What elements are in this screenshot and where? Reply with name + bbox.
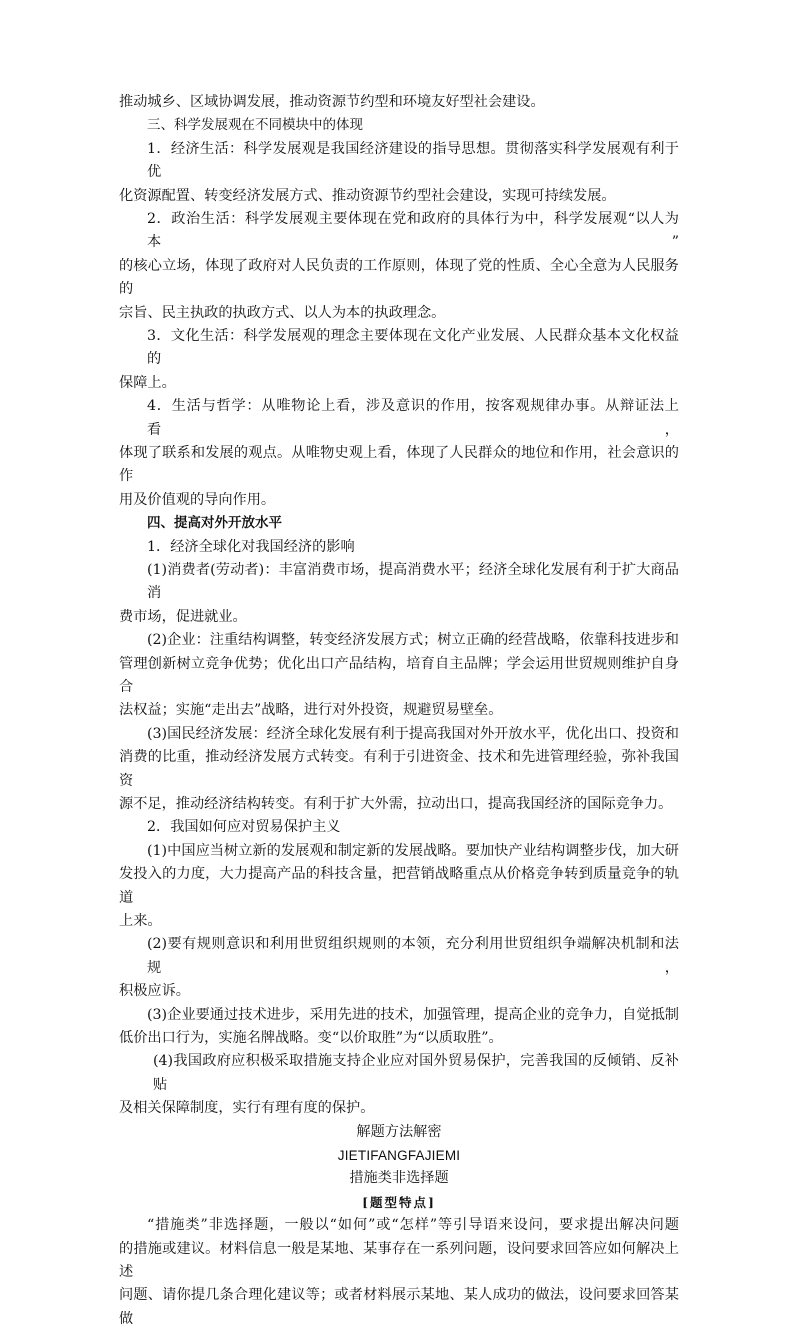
text-line: (3)国民经济发展：经济全球化发展有利于提高我国对外开放水平，优化出口、投资和 [147,725,679,742]
document-page [119,91,679,1331]
section-title-pinyin: JIETIFANGFAJIEMI [337,1148,461,1164]
text-line: 推动城乡、区域协调发展，推动资源节约型和环境友好型社会建设。 [119,94,545,110]
text-line: 1．经济生活：科学发展观是我国经济建设的指导思想。贯彻落实科学发展观有利于优 [147,140,679,181]
text-line: 源不足，推动经济结构转变。有利于扩大外需，拉动出口，提高我国经济的国际竞争力。 [119,796,673,813]
text-line: 化资源配置、转变经济发展方式、推动资源节约型社会建设，实现可持续发展。 [119,187,616,204]
subheading: 2．我国如何应对贸易保护主义 [147,819,341,836]
text-line: 的核心立场，体现了政府对人民负责的工作原则，体现了党的性质、全心全意为人民服务的 [119,257,679,298]
text-line: 消费的比重，推动经济发展方式转变。有利于引进资金、技术和先进管理经验，弥补我国资 [119,749,679,789]
text-line: 积极应诉。 [119,983,190,1000]
text-line: 管理创新树立竞争优势；优化出口产品结构，培育自主品牌；学会运用世贸规则维护自身合 [119,655,679,696]
text-line: 4．生活与哲学：从唯物论上看，涉及意识的作用，按客观规律办事。从辩证法上看， [147,398,679,438]
section-heading-3: 三、科学发展观在不同模块中的体现 [147,117,363,134]
section-title: 解题方法解密 [356,1123,442,1140]
text-line: (1)消费者(劳动者)：丰富消费市场，提高消费水平；经济全球化发展有利于扩大商品消 [147,562,679,602]
text-line: 费市场，促进就业。 [119,608,247,625]
text-line: (4)我国政府应积极采取措施支持企业应对国外贸易保护，完善我国的反倾销、反补贴 [153,1053,679,1093]
text-line: 法权益；实施“走出去”战略，进行对外投资，规避贸易壁垒。 [119,702,503,719]
text-line: 宗旨、民主执政的执政方式、以人为本的执政理念。 [119,304,446,321]
subheading: 1．经济全球化对我国经济的影响 [147,538,355,555]
text-line: (2)要有规则意识和利用世贸组织规则的本领，充分利用世贸组织争端解决机制和法规， [147,936,679,976]
text-line: 上来。 [119,913,162,930]
section-subtitle: 措施类非选择题 [349,1170,449,1187]
text-line: 3．文化生活：科学发展观的理念主要体现在文化产业发展、人民群众基本文化权益的 [147,328,679,368]
text-line: (2)企业：注重结构调整，转变经济发展方式；树立正确的经营战略，依靠科技进步和 [147,632,679,649]
section-heading-4: 四、提高对外开放水平 [147,515,282,532]
text-line: (1)中国应当树立新的发展观和制定新的发展战略。要加快产业结构调整步伐，加大研 [147,842,679,859]
text-line: 用及价值观的导向作用。 [119,491,276,508]
text-line: 2．政治生活：科学发展观主要体现在党和政府的具体行为中，科学发展观“以人为本” [147,210,679,251]
tag-label: [题型特点] [362,1194,436,1210]
text-line: 低价出口行为，实施名牌战略。变“以价取胜”为“以质取胜”。 [119,1030,503,1047]
text-line: 体现了联系和发展的观点。从唯物史观上看，体现了人民群众的地位和作用，社会意识的作 [119,445,679,485]
text-line: 保障上。 [119,374,176,391]
text-line: 的措施或建议。材料信息一般是某地、某事存在一系列问题，设问要求回答应如何解决上述 [119,1240,679,1280]
text-line: 问题、请你提几条合理化建议等；或者材料展示某地、某人成功的做法，设问要求回答某做 [119,1287,679,1327]
text-line: 及相关保障制度，实行有理有度的保护。 [119,1100,375,1117]
text-line: “措施类”非选择题，一般以“如何”或“怎样”等引导语来设问，要求提出解决问题 [147,1217,679,1234]
text-line: 发投入的力度，大力提高产品的科技含量，把营销战略重点从价格竞争转到质量竞争的轨道 [119,866,679,906]
text-line: (3)企业要通过技术进步，采用先进的技术，加强管理，提高企业的竞争力，自觉抵制 [147,1006,679,1023]
